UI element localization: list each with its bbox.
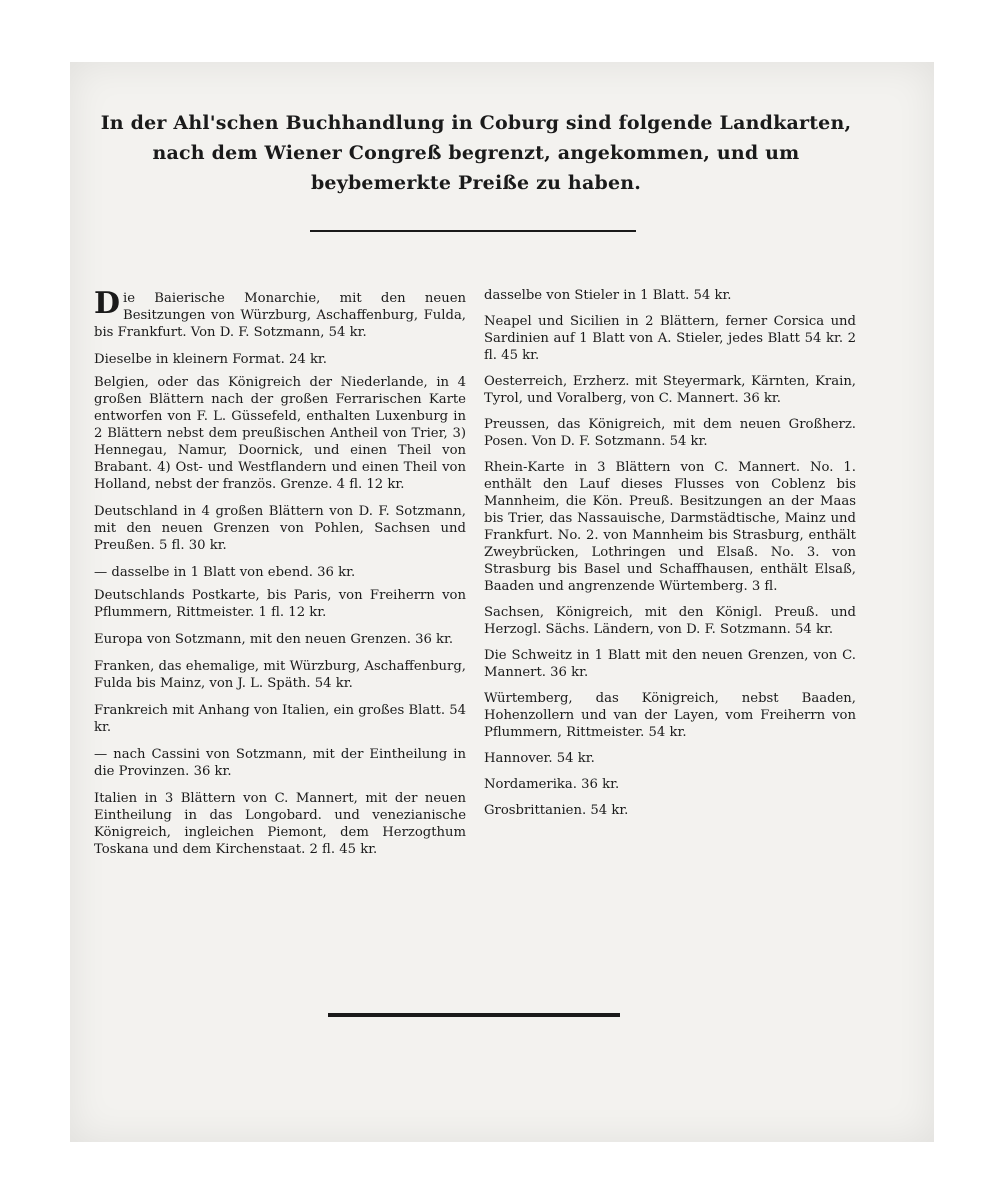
list-item: Rhein-Karte in 3 Blättern von C. Mannert. No. 1. enthält den Lauf dieses Flusses von Coblenz bis Mannheim, die Kön. Preuß. Besitzungen an der Maas bis Trier, das Nassauische, Darmstädtische, Mainz und Frankfurt. No. 2. von Mannheim bis Strasburg, enthält Zweybrücken, Lothringen und Elsaß. No. 3. von Strasburg bis Basel und Schaffhausen, enthält Elsaß, Baaden und angrenzende Würtemberg. 3 fl.: [484, 460, 856, 594]
list-item: Deutschland in 4 großen Blättern von D. F. Sotzmann, mit den neuen Grenzen von Pohlen, Sachsen und Preußen. 5 fl. 30 kr.: [94, 504, 466, 553]
list-item: Dieselbe in kleinern Format. 24 kr.: [94, 352, 327, 367]
list-item: Italien in 3 Blättern von C. Mannert, mit der neuen Eintheilung in das Longobard. und venezianische Königreich, ingleichen Piemont, dem Herzogthum Toskana und dem Kirchenstaat. 2 fl. 45 kr.: [94, 791, 466, 857]
list-item: — nach Cassini von Sotzmann, mit der Eintheilung in die Provinzen. 36 kr.: [94, 747, 466, 779]
list-item: Preussen, das Königreich, mit dem neuen Großherz. Posen. Von D. F. Sotzmann. 54 kr.: [484, 417, 856, 449]
entry-text: ie Baierische Monarchie, mit den neuen Besitzungen von Würzburg, Aschaffenburg, Fulda, bis Frankfurt. Von D. F. Sotzmann, 54 kr.: [94, 291, 466, 340]
list-item: Nordamerika. 36 kr.: [484, 777, 620, 792]
list-item: Belgien, oder das Königreich der Niederlande, in 4 großen Blättern nach der großen Ferrarischen Karte entworfen von F. L. Güssefeld, enthalten Luxenburg in 2 Blättern nebst dem preußischen Antheil von Trier, 3) Hennegau, Namur, Doornick, und einen Theil von Brabant. 4) Ost- und Westflandern und einen Theil von Holland, nebst der französ. Grenze. 4 fl. 12 kr.: [94, 375, 466, 492]
list-item: dasselbe von Stieler in 1 Blatt. 54 kr.: [484, 288, 732, 303]
list-item: Deutschlands Postkarte, bis Paris, von Freiherrn von Pflummern, Rittmeister. 1 fl. 12 kr.: [94, 588, 466, 620]
list-item: — dasselbe in 1 Blatt von ebend. 36 kr.: [94, 565, 356, 580]
list-item: Oesterreich, Erzherz. mit Steyermark, Kärnten, Krain, Tyrol, und Voralberg, von C. Mannert. 36 kr.: [484, 374, 856, 406]
bottom-divider: [328, 1013, 620, 1017]
list-item: Neapel und Sicilien in 2 Blättern, ferner Corsica und Sardinien auf 1 Blatt von A. Stieler, jedes Blatt 54 kr. 2 fl. 45 kr.: [484, 314, 856, 363]
list-item: Sachsen, Königreich, mit den Königl. Preuß. und Herzogl. Sächs. Ländern, von D. F. Sotzmann. 54 kr.: [484, 605, 856, 637]
list-item: Die Schweitz in 1 Blatt mit den neuen Grenzen, von C. Mannert. 36 kr.: [484, 648, 856, 680]
list-item: Frankreich mit Anhang von Italien, ein großes Blatt. 54 kr.: [94, 703, 466, 735]
list-item: Franken, das ehemalige, mit Würzburg, Aschaffenburg, Fulda bis Mainz, von J. L. Späth. 54 kr.: [94, 659, 466, 691]
list-item: [94, 286, 466, 341]
page-title: In der Ahl'schen Buchhandlung in Coburg sind folgende Landkarten, nach dem Wiener Congreß begrenzt, angekommen, und um beybemerkte Preiße zu haben.: [100, 112, 852, 194]
list-item: Würtemberg, das Königreich, nebst Baaden, Hohenzollern und van der Layen, vom Freiherrn von Pflummern, Rittmeister. 54 kr.: [484, 691, 856, 740]
title-divider: [310, 230, 636, 232]
list-item: Hannover. 54 kr.: [484, 751, 595, 766]
list-item: Grosbrittanien. 54 kr.: [484, 803, 629, 818]
drop-cap: D: [94, 286, 121, 321]
list-item: Europa von Sotzmann, mit den neuen Grenzen. 36 kr.: [94, 632, 454, 647]
left-column: [94, 286, 466, 868]
right-column: [484, 287, 856, 828]
